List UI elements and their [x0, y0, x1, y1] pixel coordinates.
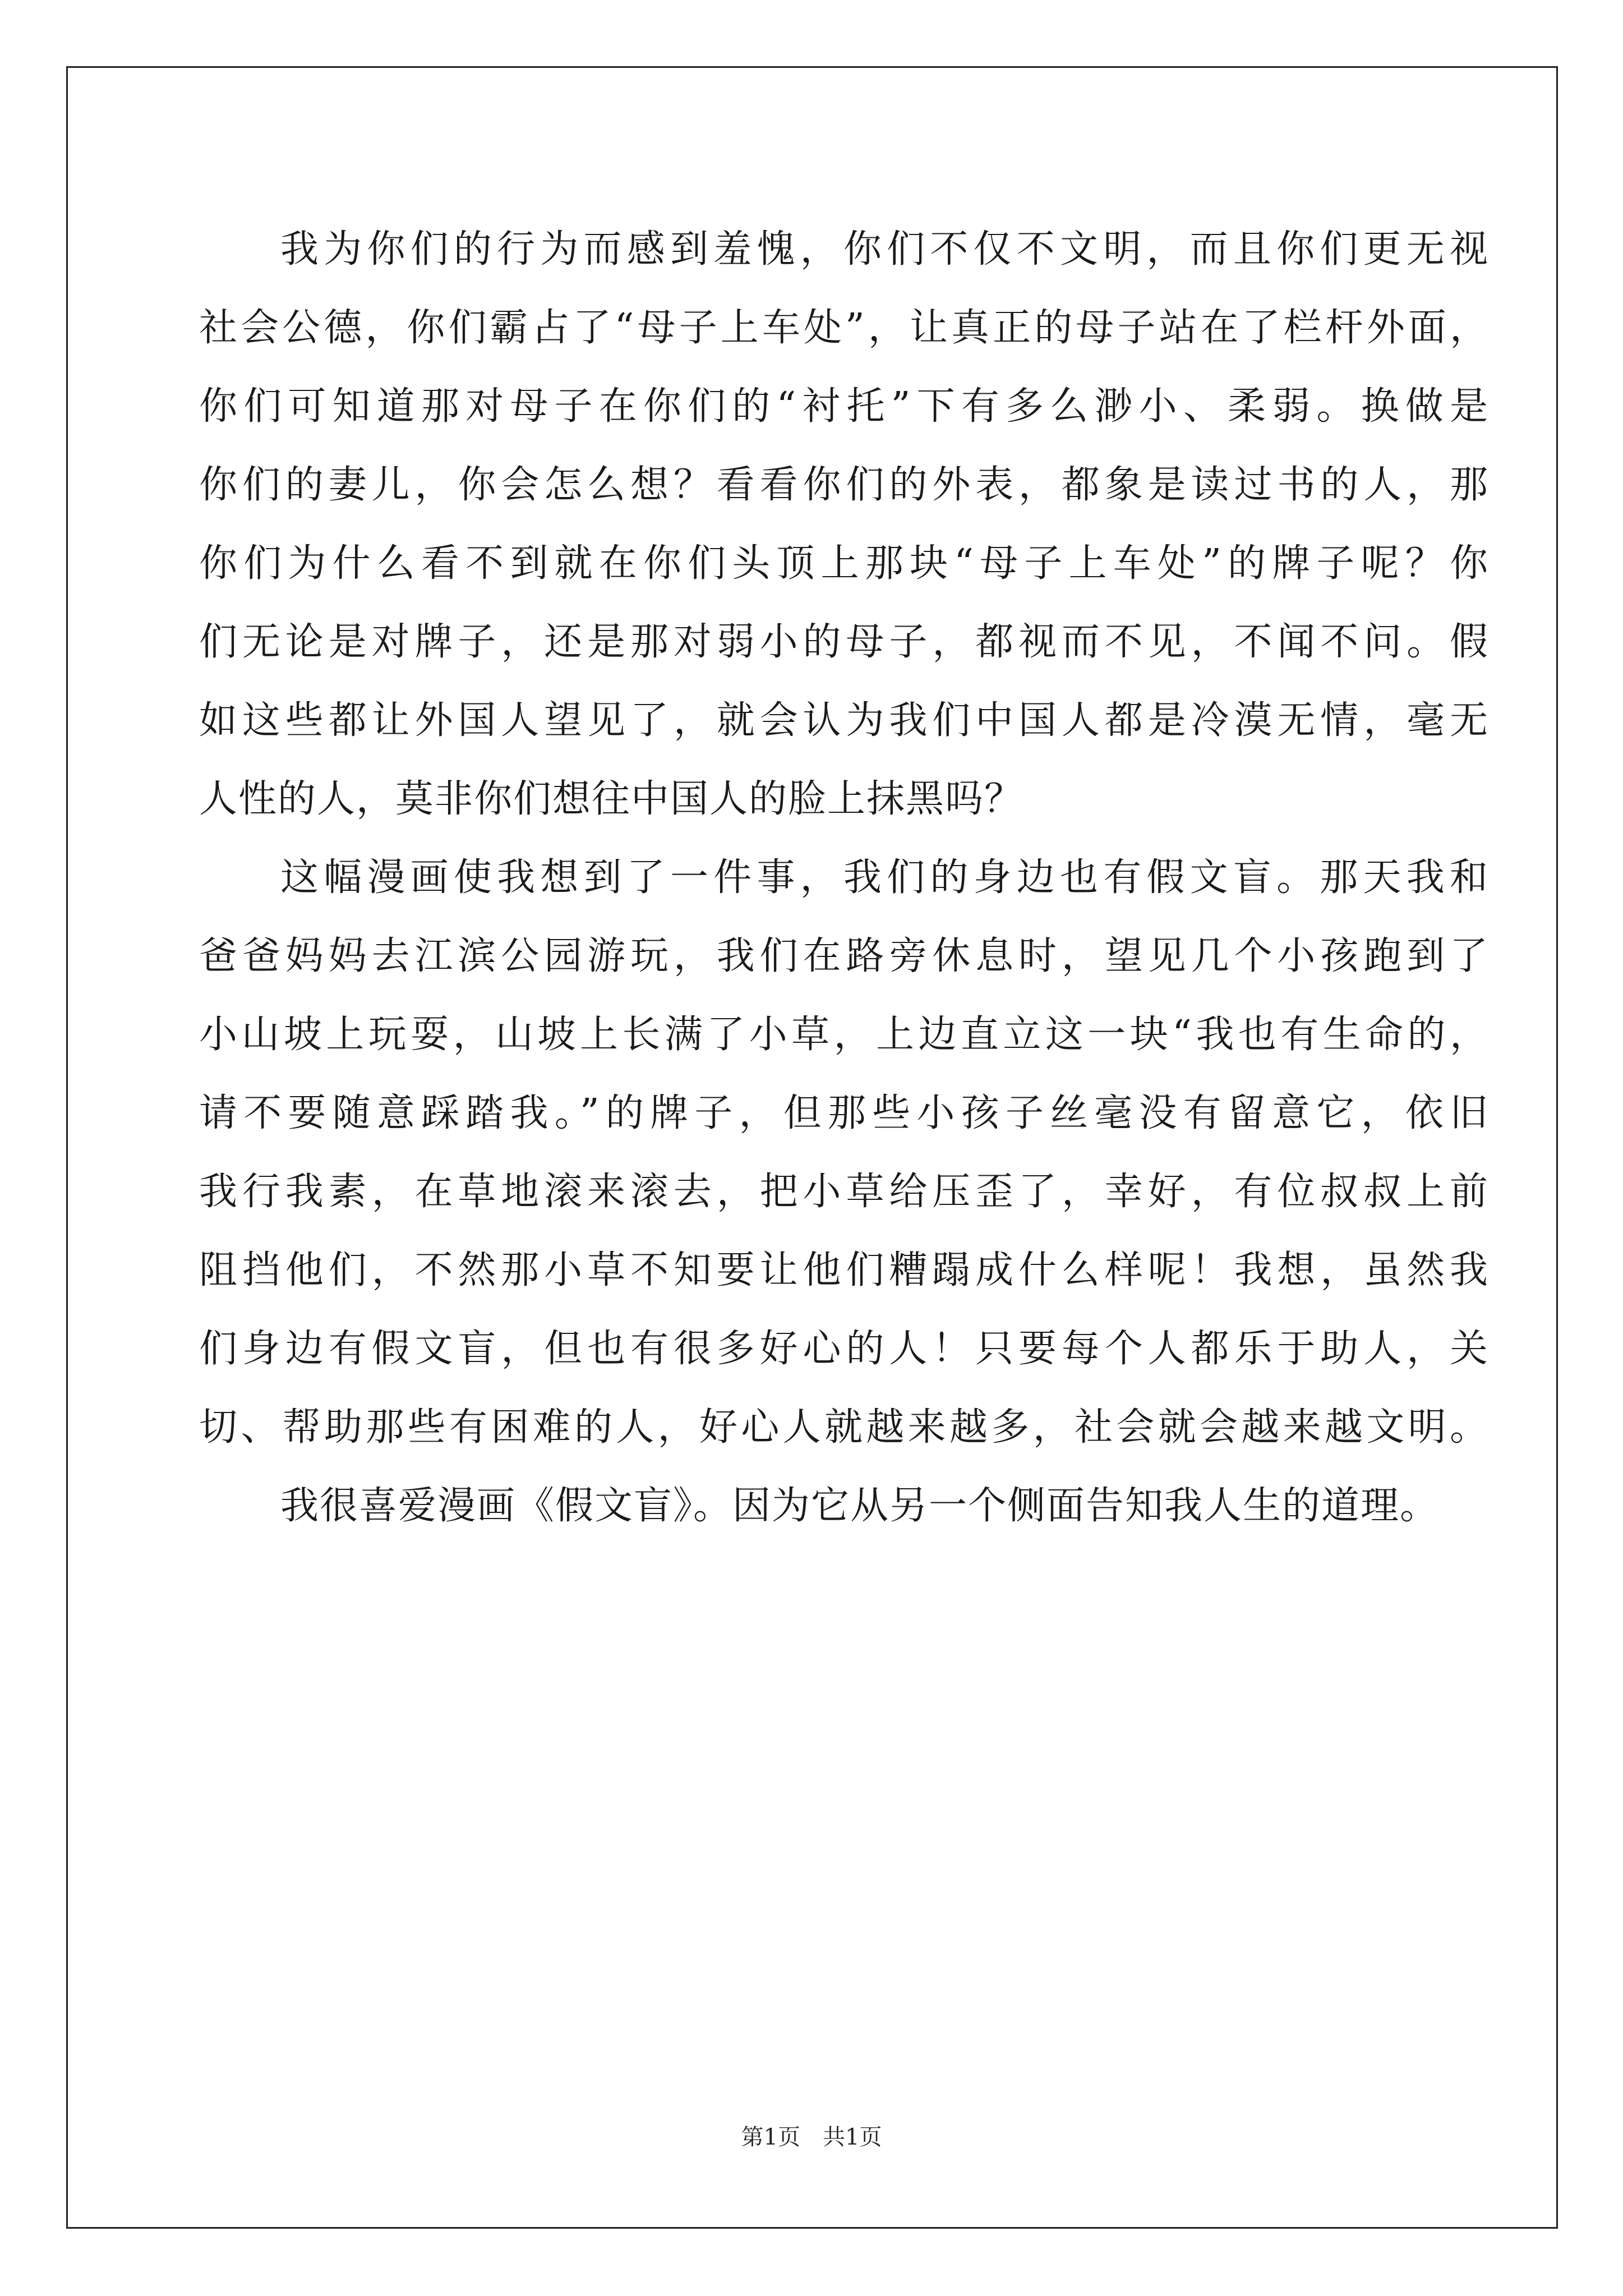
page-number-footer: 第1页 共1页: [741, 2124, 882, 2150]
paragraph-2-line-7: 们身边有假文盲，但也有很多好心的人！只要每个人都乐于助人，关: [199, 1327, 1489, 1371]
paragraph-1-line-2: 社会公德，你们霸占了“母子上车处”，让真正的母子站在了栏杆外面，: [199, 306, 1489, 350]
paragraph-2-line-8: 切、帮助那些有困难的人，好心人就越来越多，社会就会越来越文明。: [199, 1405, 1489, 1450]
paragraph-2-line-2: 爸爸妈妈去江滨公园游玩，我们在路旁休息时，望见几个小孩跑到了: [199, 934, 1489, 978]
paragraph-2-line-4: 请不要随意踩踏我。”的牌子，但那些小孩子丝毫没有留意它，依旧: [199, 1091, 1489, 1135]
paragraph-2-line-5: 我行我素，在草地滚来滚去，把小草给压歪了，幸好，有位叔叔上前: [199, 1170, 1489, 1214]
paragraph-2-line-1: 这幅漫画使我想到了一件事，我们的身边也有假文盲。那天我和: [280, 855, 1489, 900]
paragraph-2-line-3: 小山坡上玩耍，山坡上长满了小草，上边直立这一块“我也有生命的，: [199, 1013, 1489, 1057]
paragraph-1-line-1: 我为你们的行为而感到羞愧，你们不仅不文明，而且你们更无视: [280, 227, 1489, 272]
paragraph-2-line-6: 阻挡他们，不然那小草不知要让他们糟蹋成什么样呢！我想，虽然我: [199, 1248, 1489, 1292]
paragraph-1-line-8: 人性的人，莫非你们想往中国人的脸上抹黑吗？: [199, 777, 1024, 821]
paragraph-1-line-5: 你们为什么看不到就在你们头顶上那块“母子上车处”的牌子呢？你: [199, 541, 1489, 586]
paragraph-1-line-3: 你们可知道那对母子在你们的“衬托”下有多么渺小、柔弱。换做是: [199, 384, 1489, 429]
paragraph-3-line-1: 我很喜爱漫画《假文盲》。因为它从另一个侧面告知我人生的道理。: [280, 1484, 1440, 1528]
paragraph-1-line-4: 你们的妻儿，你会怎么想？看看你们的外表，都象是读过书的人，那: [199, 463, 1489, 507]
paragraph-1-line-7: 如这些都让外国人望见了，就会认为我们中国人都是冷漠无情，毫无: [199, 698, 1489, 743]
paragraph-1-line-6: 们无论是对牌子，还是那对弱小的母子，都视而不见，不闻不问。假: [199, 620, 1489, 664]
